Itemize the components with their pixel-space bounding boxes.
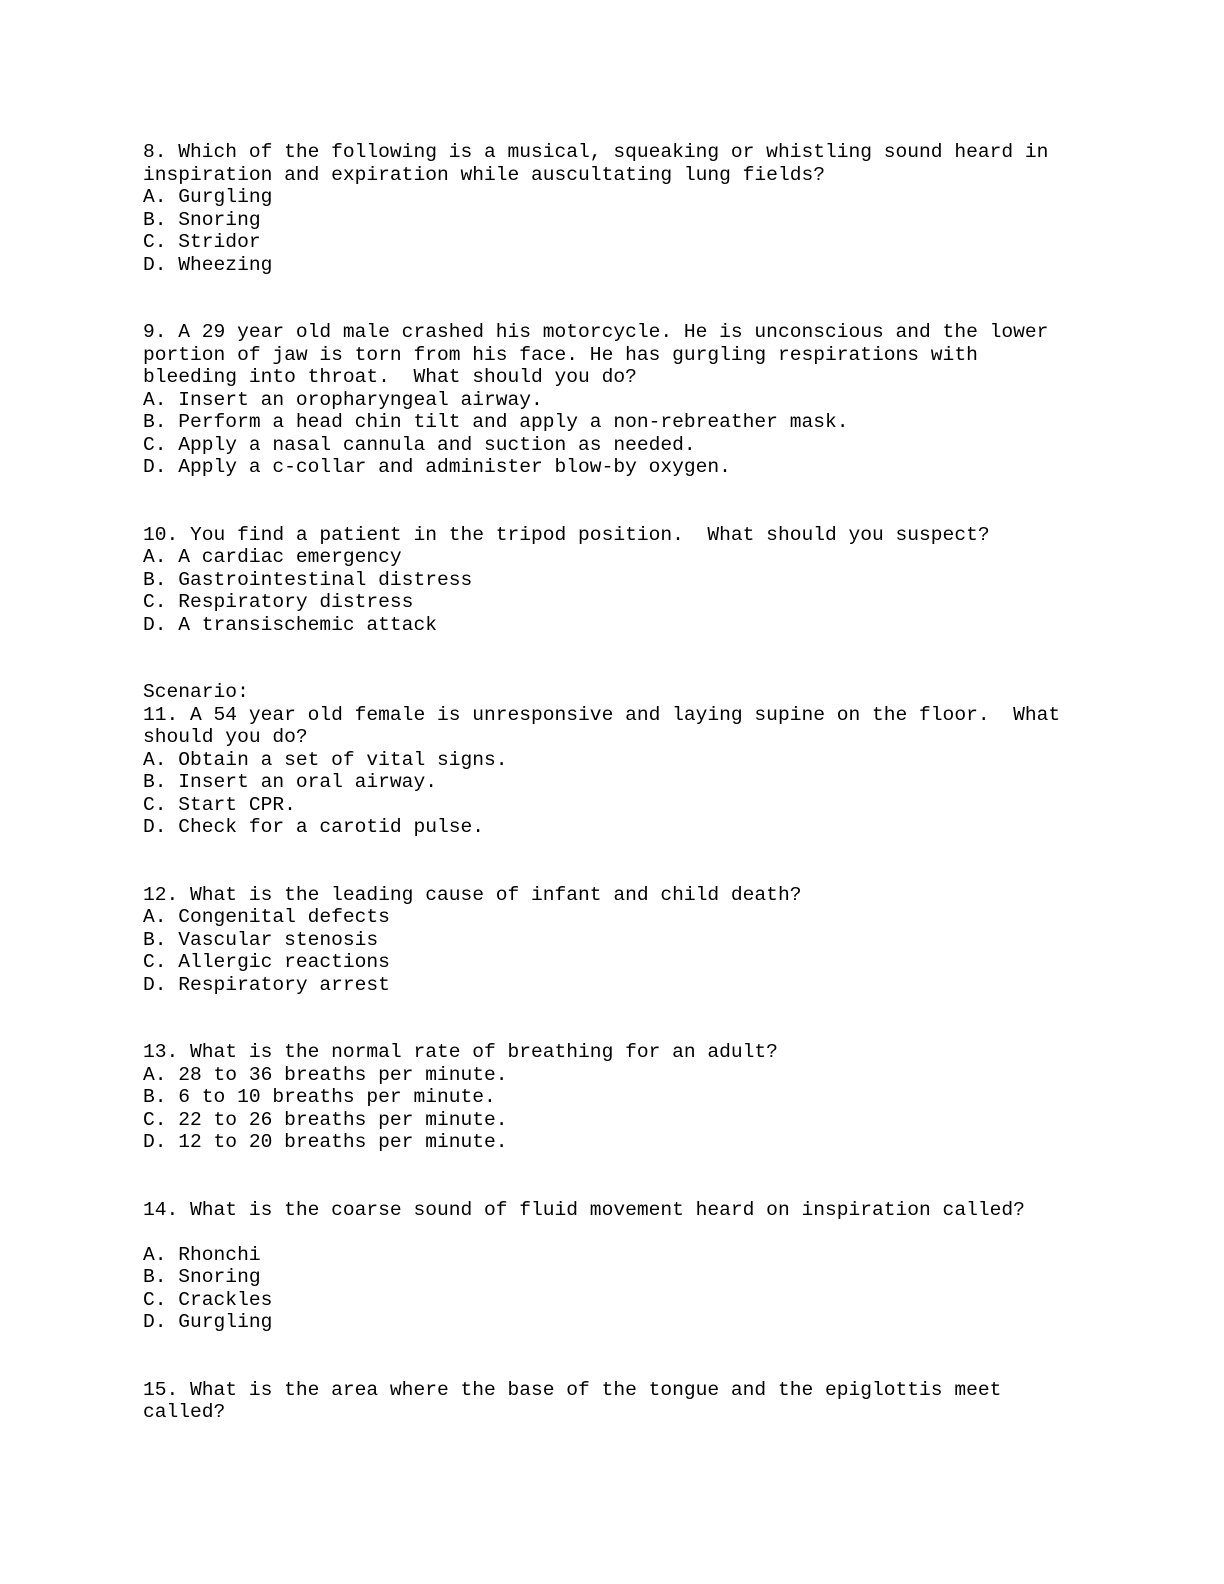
- question-line: 13. What is the normal rate of breathing for an adult?: [143, 1041, 778, 1063]
- question-spacer: [143, 1334, 1143, 1379]
- question-line: D. Wheezing: [143, 253, 273, 276]
- question-block-q13: [143, 1041, 1143, 1154]
- question-spacer: [143, 636, 1143, 681]
- question-spacer: [143, 479, 1143, 524]
- question-line: A. 28 to 36 breaths per minute.: [143, 1063, 508, 1086]
- question-line: 15. What is the area where the base of the tongue and the epiglottis meet: [143, 1378, 1002, 1401]
- question-line: D. Gurgling: [143, 1311, 273, 1333]
- question-line: 10. You find a patient in the tripod position. What should you suspect?: [143, 523, 990, 546]
- question-line: C. Crackles: [143, 1288, 273, 1311]
- question-line: C. Respiratory distress: [143, 591, 414, 613]
- question-line: D. Check for a carotid pulse.: [143, 816, 484, 838]
- question-line: A. Insert an oropharyngeal airway.: [143, 388, 543, 411]
- question-line: C. Allergic reactions: [143, 951, 390, 973]
- question-line: B. Snoring: [143, 208, 261, 231]
- question-line: 12. What is the leading cause of infant and child death?: [143, 883, 802, 906]
- question-line: B. Insert an oral airway.: [143, 771, 437, 793]
- question-spacer: [143, 1154, 1143, 1199]
- question-line: B. 6 to 10 breaths per minute.: [143, 1086, 496, 1108]
- question-line: A. Congenital defects: [143, 906, 390, 928]
- question-block-q14: [143, 1199, 1143, 1334]
- question-line: C. Apply a nasal cannula and suction as needed.: [143, 433, 696, 456]
- question-line: 14. What is the coarse sound of fluid movement heard on inspiration called?: [143, 1198, 1025, 1221]
- question-line: C. Start CPR.: [143, 793, 296, 816]
- document-page: [143, 141, 1143, 1424]
- question-line: should you do?: [143, 726, 308, 748]
- question-line: called?: [143, 1401, 226, 1423]
- question-line: A. A cardiac emergency: [143, 546, 402, 568]
- question-line: 9. A 29 year old male crashed his motorcycle. He is unconscious and the lower: [143, 321, 1049, 343]
- question-line: B. Vascular stenosis: [143, 928, 379, 951]
- question-line: B. Snoring: [143, 1266, 261, 1288]
- question-line: [143, 1221, 1143, 1244]
- question-line: D. A transischemic attack: [143, 613, 437, 636]
- question-line: B. Perform a head chin tilt and apply a non-rebreather mask.: [143, 411, 849, 433]
- question-block-q12: [143, 884, 1143, 997]
- question-line: portion of jaw is torn from his face. He has gurgling respirations with: [143, 343, 978, 366]
- question-block-q9: [143, 321, 1143, 479]
- question-spacer: [143, 839, 1143, 884]
- question-line: C. 22 to 26 breaths per minute.: [143, 1108, 508, 1131]
- question-line: 8. Which of the following is a musical, squeaking or whistling sound heard in: [143, 141, 1049, 163]
- question-block-q15: [143, 1379, 1143, 1424]
- question-spacer: [143, 996, 1143, 1041]
- question-line: D. 12 to 20 breaths per minute.: [143, 1131, 508, 1153]
- question-line: inspiration and expiration while auscultating lung fields?: [143, 163, 825, 186]
- question-line: Scenario:: [143, 681, 249, 703]
- question-line: bleeding into throat. What should you do?: [143, 366, 637, 388]
- question-line: A. Rhonchi: [143, 1243, 261, 1266]
- question-block-q11: [143, 681, 1143, 839]
- question-block-q8: [143, 141, 1143, 276]
- question-line: C. Stridor: [143, 231, 261, 253]
- question-line: 11. A 54 year old female is unresponsive and laying supine on the floor. What: [143, 703, 1061, 726]
- question-line: D. Respiratory arrest: [143, 973, 390, 996]
- question-line: A. Gurgling: [143, 186, 273, 208]
- question-line: B. Gastrointestinal distress: [143, 568, 473, 591]
- question-block-q10: [143, 524, 1143, 637]
- question-spacer: [143, 276, 1143, 321]
- question-line: D. Apply a c-collar and administer blow-by oxygen.: [143, 456, 731, 478]
- question-line: A. Obtain a set of vital signs.: [143, 748, 508, 771]
